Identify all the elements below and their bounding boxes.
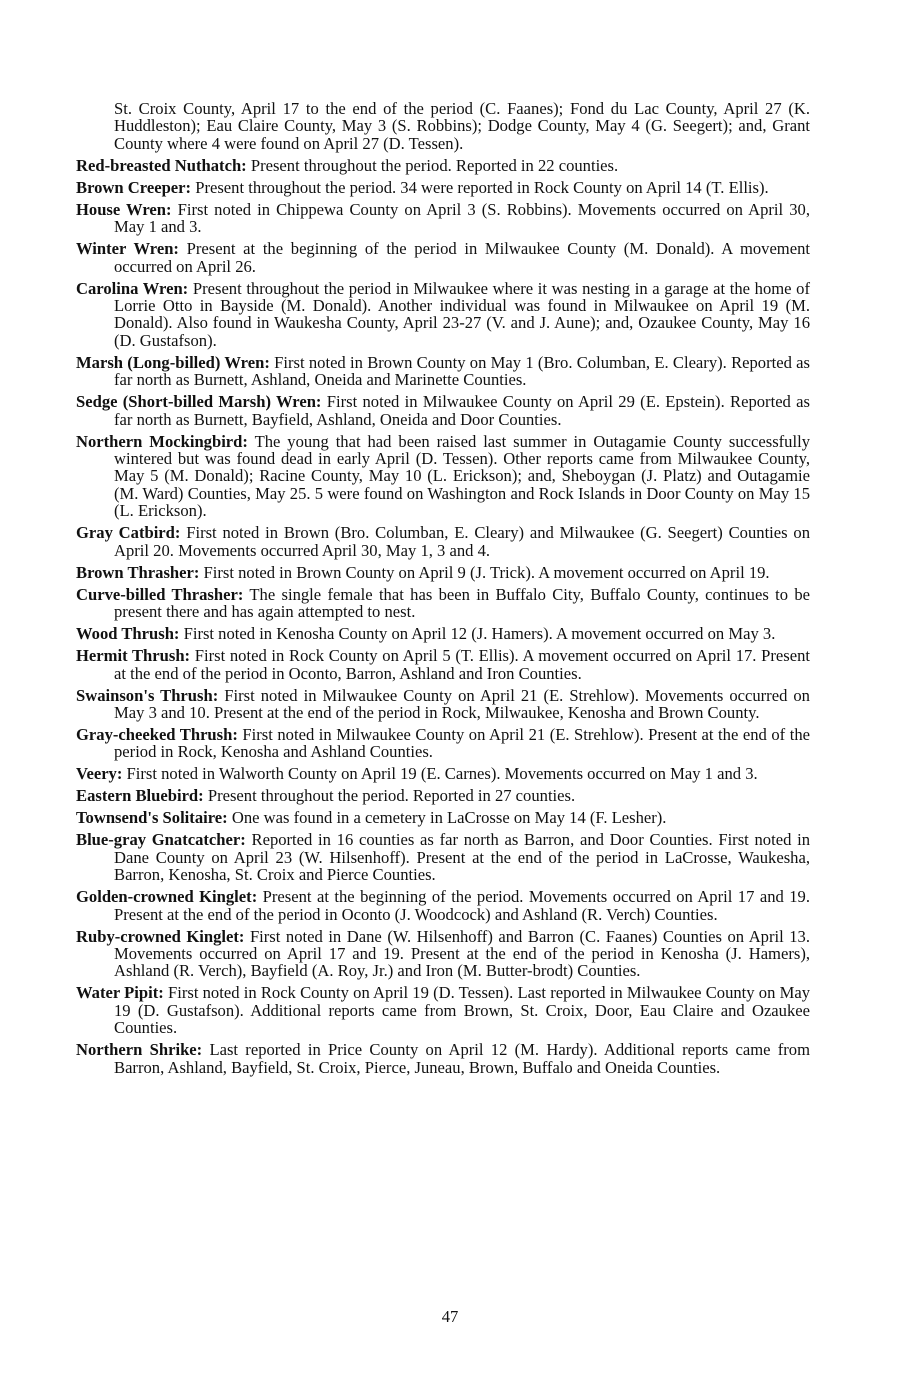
species-entry <box>76 564 810 581</box>
species-name: Gray Catbird: <box>76 523 181 543</box>
species-entry <box>76 354 810 389</box>
species-entry <box>76 433 810 520</box>
species-description: Present throughout the period. Reported in 22 counties. <box>246 155 619 175</box>
species-entry <box>76 524 810 559</box>
species-entry <box>76 240 810 275</box>
species-name: Hermit Thrush: <box>76 646 191 666</box>
species-description: Present throughout the period. Reported in 27 counties. <box>203 786 576 806</box>
species-entry <box>76 625 810 642</box>
species-name: Water Pipit: <box>76 983 164 1003</box>
species-description: First noted in Dane (W. Hilsenhoff) and Barron (C. Faanes) Counties on April 13. Movements occurred on April 17 and 19. Present at the end of the period in Kenosha (J. Hamers), Ashland (R. Verch), Bayfield (A. Roy, Jr.) and Iron (M. Butter-brodt) Counties. <box>114 926 810 981</box>
species-description: First noted in Chippewa County on April 3 (S. Robbins). Movements occurred on April 30, May 1 and 3. <box>114 199 810 237</box>
species-name: Northern Mockingbird: <box>76 431 248 451</box>
species-name: Brown Creeper: <box>76 177 192 197</box>
document-page <box>76 100 810 1081</box>
species-description: First noted in Brown (Bro. Columban, E. Cleary) and Milwaukee (G. Seegert) Counties on April 20. Movements occurred April 30, May 1, 3 and 4. <box>114 523 810 560</box>
species-entry <box>76 831 810 883</box>
species-entry <box>76 726 810 761</box>
species-name: Brown Thrasher: <box>76 562 200 582</box>
species-list <box>76 157 810 1076</box>
species-name: Wood Thrush: <box>76 624 180 644</box>
species-name: House Wren: <box>76 199 172 219</box>
species-name: Red-breasted Nuthatch: <box>76 155 247 175</box>
species-entry <box>76 809 810 826</box>
species-name: Townsend's Solitaire: <box>76 808 228 828</box>
species-entry <box>76 787 810 804</box>
species-entry <box>76 393 810 428</box>
species-entry <box>76 201 810 236</box>
species-entry <box>76 1041 810 1076</box>
species-entry <box>76 888 810 923</box>
species-description: First noted in Rock County on April 19 (D. Tessen). Last reported in Milwaukee County on May 19 (D. Gustafson). Additional reports came from Brown, St. Croix, Door, Eau Claire and Ozaukee Counties. <box>114 983 810 1038</box>
species-entry <box>76 765 810 782</box>
species-description: First noted in Brown County on May 1 (Bro. Columban, E. Cleary). Reported as far north as Burnett, Ashland, Oneida and Marinette Counties. <box>114 352 810 390</box>
species-description: The single female that has been in Buffalo City, Buffalo County, continues to be present there and has again attempted to nest. <box>114 584 811 622</box>
species-description: Present at the beginning of the period. Movements occurred on April 17 and 19. Present at the end of the period in Oconto (J. Woodcock) and Ashland (R. Verch) Counties. <box>114 887 810 924</box>
species-entry <box>76 586 810 621</box>
species-entry <box>76 647 810 682</box>
species-name: Golden-crowned Kinglet: <box>76 887 258 907</box>
species-entry <box>76 179 810 196</box>
species-name: Eastern Bluebird: <box>76 786 204 806</box>
species-entry <box>76 157 810 174</box>
species-description: The young that had been raised last summer in Outagamie County successfully wintered but was found dead in early April (D. Tessen). Other reports came from Milwaukee County, May 5 (M. Donald); Racine County, May 10 (L. Erickson); and, Sheboygan (J. Platz) and Outagamie (M. Ward) Counties, May 25. 5 were found on Washington and Rock Islands in Door County on May 15 (L. Erickson). <box>114 431 811 521</box>
species-name: Carolina Wren: <box>76 278 189 298</box>
species-name: Blue-gray Gnatcatcher: <box>76 830 246 850</box>
species-description: First noted in Rock County on April 5 (T. Ellis). A movement occurred on April 17. Present at the end of the period in Oconto, Barron, Ashland and Iron Counties. <box>114 646 810 683</box>
species-name: Swainson's Thrush: <box>76 685 219 705</box>
species-description: First noted in Milwaukee County on April 21 (E. Strehlow). Present at the end of the period in Rock, Kenosha and Ashland Counties. <box>114 724 810 762</box>
species-name: Gray-cheeked Thrush: <box>76 724 238 744</box>
species-name: Sedge (Short-billed Marsh) Wren: <box>76 392 322 412</box>
species-entry <box>76 928 810 980</box>
species-description: First noted in Kenosha County on April 12 (J. Hamers). A movement occurred on May 3. <box>179 624 776 644</box>
species-name: Marsh (Long-billed) Wren: <box>76 352 270 372</box>
species-entry <box>76 280 810 350</box>
species-description: First noted in Milwaukee County on April 21 (E. Strehlow). Movements occurred on May 3 and 10. Present at the end of the period in Rock, Milwaukee, Kenosha and Brown County. <box>114 685 810 722</box>
species-description: First noted in Brown County on April 9 (J. Trick). A movement occurred on April 19. <box>199 562 770 582</box>
species-description: Last reported in Price County on April 12 (M. Hardy). Additional reports came from Barron, Ashland, Bayfield, St. Croix, Pierce, Juneau, Brown, Buffalo and Oneida Counties. <box>114 1040 810 1077</box>
species-description: Reported in 16 counties as far north as Barron, and Door Counties. First noted in Dane County on April 23 (W. Hilsenhoff). Present at the end of the period in LaCrosse, Waukesha, Barron, Kenosha, St. Croix and Pierce Counties. <box>114 830 810 885</box>
species-name: Winter Wren: <box>76 239 179 259</box>
page-number: 47 <box>441 1307 459 1326</box>
species-description: One was found in a cemetery in LaCrosse on May 14 (F. Lesher). <box>227 808 667 828</box>
species-description: First noted in Milwaukee County on April 29 (E. Epstein). Reported as far north as Burnett, Bayfield, Ashland, Oneida and Door Counties. <box>114 392 810 429</box>
species-name: Ruby-crowned Kinglet: <box>76 926 245 946</box>
species-name: Curve-billed Thrasher: <box>76 584 244 604</box>
species-description: Present at the beginning of the period in Milwaukee County (M. Donald). A movement occurred on April 26. <box>114 239 810 276</box>
species-description: First noted in Walworth County on April 19 (E. Carnes). Movements occurred on May 1 and 3. <box>122 764 758 784</box>
continuation-paragraph: St. Croix County, April 17 to the end of the period (C. Faanes); Fond du Lac County, April 27 (K. Huddleston); Eau Claire County, May 3 (S. Robbins); Dodge County, May 4 (G. Seegert); and, Grant County where 4 were found on April 27 (D. Tessen). <box>114 99 810 153</box>
species-entry <box>76 687 810 722</box>
species-entry <box>76 984 810 1036</box>
species-description: Present throughout the period. 34 were reported in Rock County on April 14 (T. Ellis). <box>191 177 769 197</box>
species-name: Veery: <box>76 764 123 784</box>
species-description: Present throughout the period in Milwaukee where it was nesting in a garage at the home of Lorrie Otto in Bayside (M. Donald). Another individual was found in Milwaukee on April 19 (M. Donald). Also found in Waukesha County, April 23-27 (V. and J. Aune); and, Ozaukee County, May 16 (D. Gustafson). <box>114 278 810 350</box>
species-name: Northern Shrike: <box>76 1040 203 1060</box>
